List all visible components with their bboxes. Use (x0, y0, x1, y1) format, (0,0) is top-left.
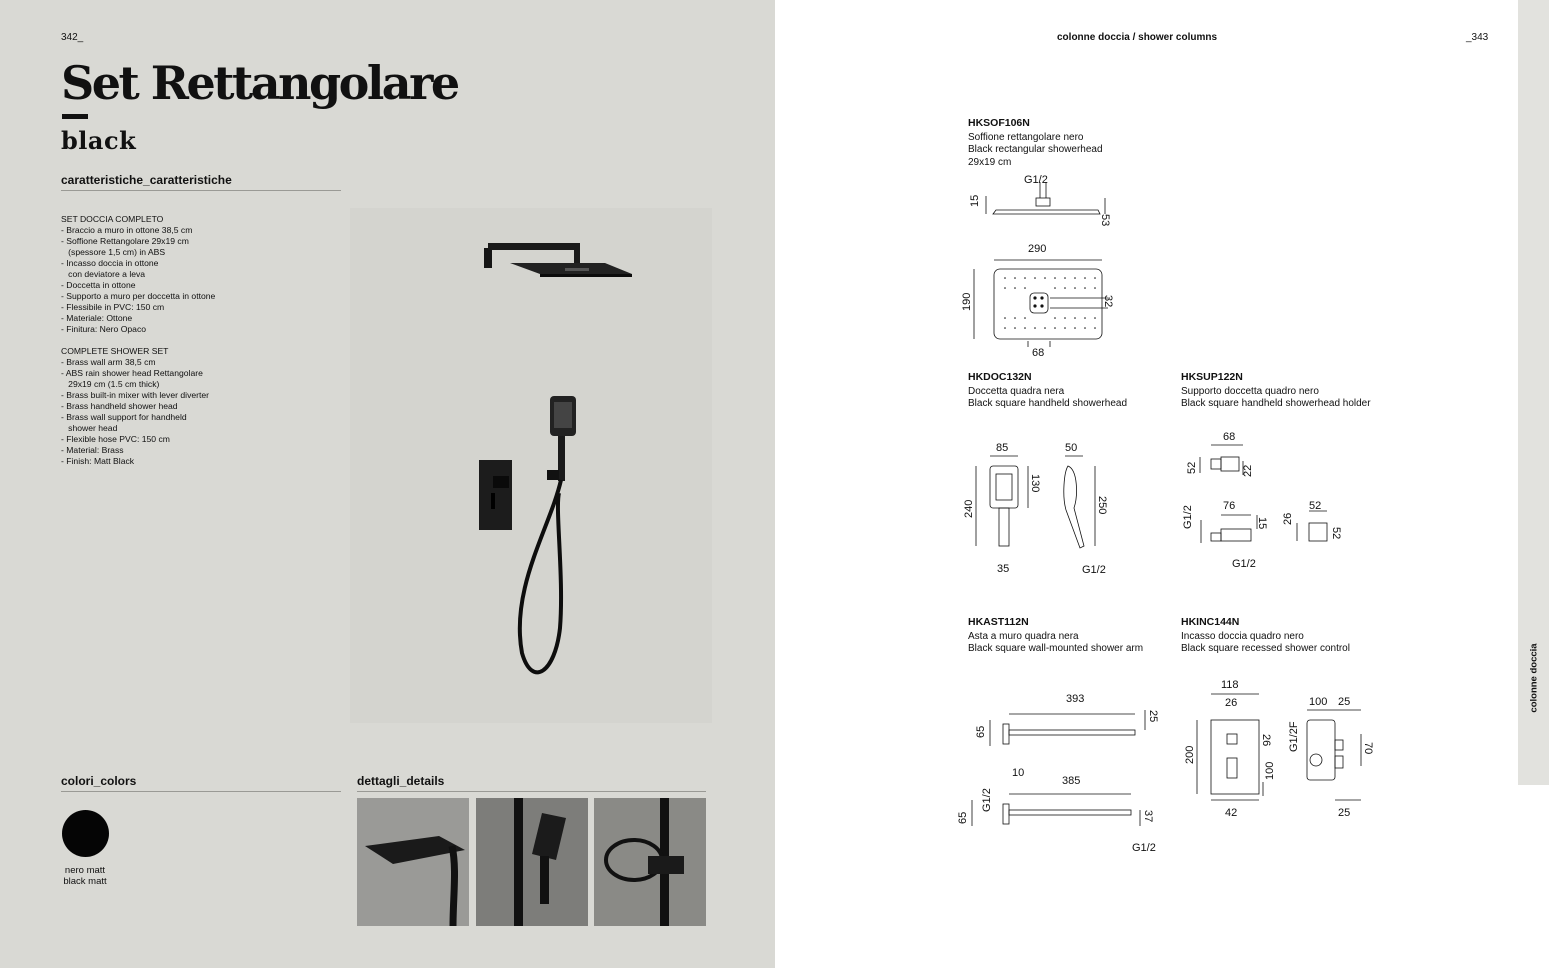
product-code: HKDOC132N (968, 371, 1032, 383)
dim-label: 10 (1012, 767, 1025, 779)
feature-it-line: (spessore 1,5 cm) in ABS (61, 247, 166, 257)
product-hkdoc132n (968, 371, 1127, 411)
page-number-left: 342_ (61, 32, 84, 43)
dim-label: G1/2 (1024, 174, 1048, 186)
feature-it-line: - Flessibile in PVC: 150 cm (61, 302, 165, 312)
handheld-drawing (950, 436, 1130, 581)
product-name-it: Doccetta quadra nera (968, 385, 1065, 397)
feature-en-line: - Brass handheld shower head (61, 401, 178, 411)
dim-label: 70 (1362, 742, 1374, 755)
feature-en-line: shower head (61, 423, 118, 433)
product-photo (350, 208, 712, 723)
dim-label: G1/2F (1288, 721, 1300, 752)
dim-label: 32 (1102, 295, 1114, 308)
dim-label: 42 (1225, 807, 1238, 819)
product-name-it: Soffione rettangolare nero (968, 131, 1084, 143)
product-hkast112n (968, 616, 1143, 656)
side-tab[interactable] (1518, 0, 1549, 785)
dim-label: 130 (1029, 474, 1041, 493)
feature-it-line: - Soffione Rettangolare 29x19 cm (61, 236, 189, 246)
dim-label: 15 (1256, 517, 1268, 530)
product-code: HKAST112N (968, 616, 1029, 628)
page-title: Set Rettangolare (61, 56, 458, 110)
feature-it-line: SET DOCCIA COMPLETO (61, 214, 164, 224)
dim-label: 393 (1066, 693, 1085, 705)
side-tab-label: colonne doccia (1528, 643, 1540, 713)
showerhead-drawing (950, 168, 1130, 363)
dim-label: 26 (1260, 734, 1272, 747)
dim-label: 25 (1338, 807, 1351, 819)
dim-label: 100 (1309, 696, 1328, 708)
dim-label: 85 (996, 442, 1009, 454)
feature-it-line: - Incasso doccia in ottone (61, 258, 159, 268)
colors-heading: colori_colors (61, 774, 341, 792)
feature-en-line: - Material: Brass (61, 445, 124, 455)
product-code: HKSUP122N (1181, 371, 1243, 383)
dim-label: 25 (1338, 696, 1351, 708)
dim-label: G1/2 (1132, 842, 1156, 854)
product-name-en: Black square handheld showerhead holder (1181, 398, 1371, 409)
feature-it-line: - Doccetta in ottone (61, 280, 136, 290)
feature-en-line: 29x19 cm (1.5 cm thick) (61, 379, 160, 389)
dim-label: 68 (1032, 347, 1045, 359)
dim-label: 25 (1147, 710, 1159, 723)
page-number-right: _343 (1466, 32, 1489, 43)
dim-label: 53 (1099, 214, 1111, 227)
color-swatch-black[interactable] (62, 810, 109, 857)
dim-label: 26 (1225, 697, 1238, 709)
dim-label: 118 (1221, 679, 1239, 691)
dim-label: 190 (961, 292, 973, 311)
product-hksof106n (968, 117, 1103, 169)
feature-en-line: - ABS rain shower head Rettangolare (61, 368, 203, 378)
feature-it-line: - Finitura: Nero Opaco (61, 324, 147, 334)
product-name-it: Incasso doccia quadro nero (1181, 630, 1304, 642)
product-hkinc144n (1181, 616, 1350, 656)
details-heading: dettagli_details (357, 774, 706, 792)
product-name-en: Black square wall-mounted shower arm (968, 643, 1144, 654)
dim-label: 50 (1065, 442, 1078, 454)
arm-drawing (948, 686, 1168, 856)
dim-label: 290 (1028, 243, 1047, 255)
page-subtitle: black (61, 126, 137, 155)
feature-en-line: - Brass wall support for handheld (61, 412, 187, 422)
recessed-drawing (1175, 676, 1385, 826)
dim-label: G1/2 (1232, 558, 1256, 570)
dim-label: 240 (963, 499, 975, 518)
dim-label: 385 (1062, 775, 1081, 787)
dim-label: 52 (1309, 500, 1322, 512)
feature-it-line: - Supporto a muro per doccetta in ottone (61, 291, 216, 301)
dim-label: 35 (997, 563, 1010, 575)
detail-photo-showerhead (357, 798, 469, 926)
title-underline (62, 114, 88, 119)
dim-label: 250 (1096, 496, 1108, 515)
product-size: 29x19 cm (968, 156, 1012, 168)
product-hksup122n (1181, 371, 1371, 411)
detail-photo-mixer (594, 798, 706, 926)
dim-label: G1/2 (1182, 505, 1194, 529)
feature-en-line: - Flexible hose PVC: 150 cm (61, 434, 170, 444)
product-name-en: Black square handheld showerhead (968, 398, 1127, 409)
dim-label: 68 (1223, 431, 1236, 443)
product-name-it: Asta a muro quadra nera (968, 630, 1079, 642)
product-name-it: Supporto doccetta quadro nero (1181, 385, 1319, 397)
dim-label: 65 (957, 811, 969, 824)
dim-label: 52 (1186, 461, 1198, 474)
section-header: colonne doccia / shower columns (1057, 32, 1218, 43)
feature-en-line: - Finish: Matt Black (61, 456, 135, 466)
features-english (61, 346, 311, 467)
dim-label: 37 (1142, 810, 1154, 823)
color-swatch-label (52, 865, 118, 887)
dim-label: G1/2 (1082, 564, 1106, 576)
swatch-label-en: black matt (63, 876, 107, 887)
features-italian (61, 214, 311, 335)
dim-label: 76 (1223, 500, 1236, 512)
features-list (61, 214, 311, 467)
dim-label: 22 (1242, 464, 1254, 477)
feature-it-line: - Materiale: Ottone (61, 313, 133, 323)
dim-label: 26 (1282, 512, 1294, 525)
dim-label: 65 (975, 725, 987, 738)
feature-it-line: - Braccio a muro in ottone 38,5 cm (61, 225, 193, 235)
detail-photo-handheld (476, 798, 588, 926)
features-heading: caratteristiche_caratteristiche (61, 173, 341, 191)
product-code: HKINC144N (1181, 616, 1240, 628)
feature-en-line: - Brass built-in mixer with lever diverter (61, 390, 210, 400)
feature-en-line: COMPLETE SHOWER SET (61, 346, 169, 356)
dim-label: G1/2 (981, 788, 993, 812)
product-name-en: Black square recessed shower control (1181, 643, 1350, 654)
dim-label: 200 (1184, 745, 1196, 764)
product-code: HKSOF106N (968, 117, 1030, 129)
dim-label: 52 (1330, 527, 1342, 540)
product-name-en: Black rectangular showerhead (968, 144, 1103, 155)
dim-label: 100 (1264, 761, 1276, 780)
dim-label: 15 (969, 194, 981, 207)
feature-en-line: - Brass wall arm 38,5 cm (61, 357, 156, 367)
feature-it-line: con deviatore a leva (61, 269, 146, 279)
swatch-label-it: nero matt (64, 865, 106, 876)
holder-drawing (1175, 425, 1365, 575)
